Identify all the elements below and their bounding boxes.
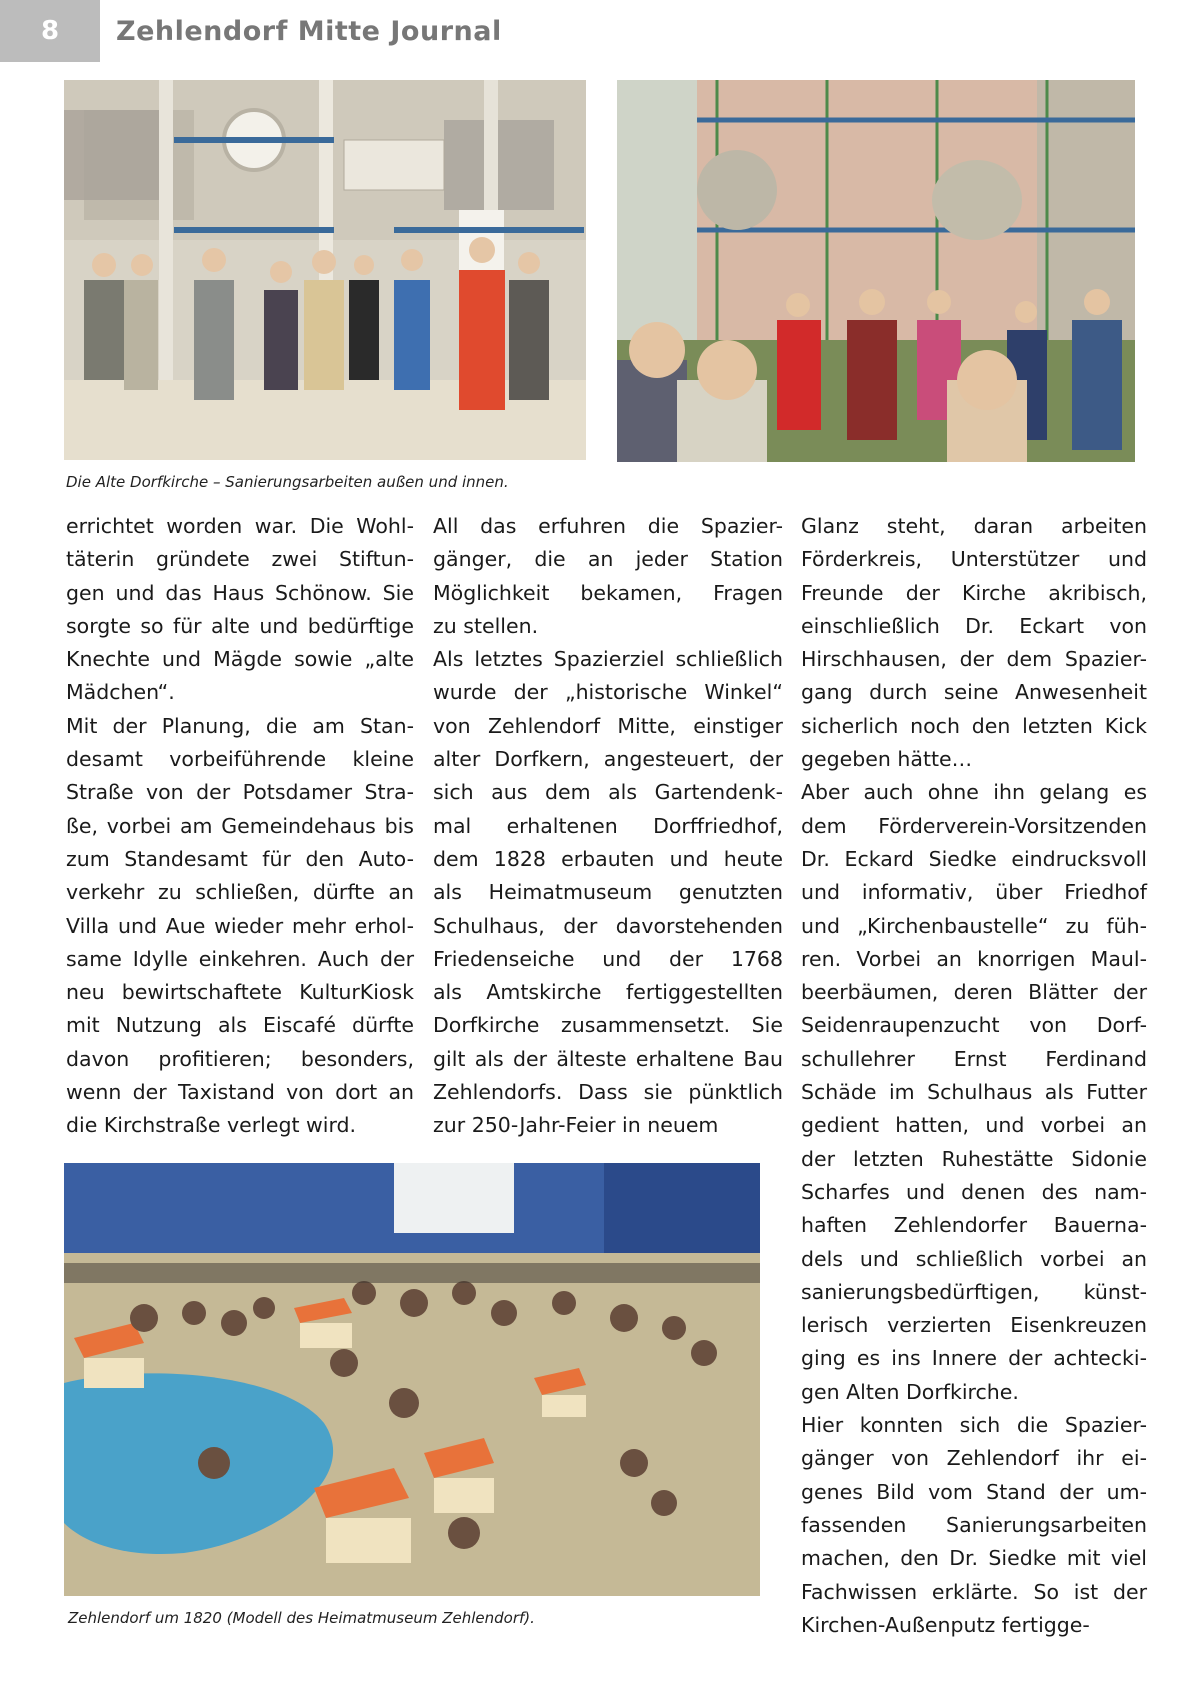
text-line: mal erhaltenen Dorffriedhof, [433,813,783,838]
text-line: gänger von Zehlendorf ihr ei- [801,1446,1147,1471]
text-line: Hier konnten sich die Spazier- [801,1413,1147,1438]
text-line: wenn der Taxistand von dort an [66,1080,414,1105]
text-line: ren. Vorbei an knorrigen Maul- [801,946,1147,971]
text-line: Hirschhausen, der dem Spazier- [801,647,1147,672]
text-line: Mit der Planung, die am Stan- [66,713,414,738]
text-line: All das erfuhren die Spazier- [433,514,783,538]
text-line: beerbäumen, deren Blätter der [801,980,1147,1005]
text-line: gen und das Haus Schönow. Sie [66,580,414,605]
text-line: gänger, die an jeder Station [433,547,783,572]
top-photo-caption: Die Alte Dorfkirche – Sanierungsarbeiten außen und innen. [66,473,509,491]
text-line: Seidenraupenzucht von Dorf- [801,1013,1147,1038]
article-column-1 [66,510,414,1143]
text-line: Glanz steht, daran arbeiten [801,514,1147,538]
column-3-lines [801,510,1147,1642]
text-line: lerisch verzierten Eisenkreuzen [801,1313,1147,1338]
text-line: gedient hatten, und vorbei an [801,1113,1147,1138]
text-line: zu stellen. [433,613,539,638]
text-line: davon profitieren; besonders, [66,1046,414,1071]
text-line: zur 250-Jahr-Feier in neuem [433,1113,719,1138]
village-model-photo [64,1163,760,1596]
text-line: Förderkreis, Unterstützer und [801,547,1147,572]
text-line: Zehlendorfs. Dass sie pünktlich [433,1080,783,1105]
text-line: Fachwissen erklärte. So ist der [801,1579,1147,1604]
text-line: gang durch seine Anwesenheit [801,680,1147,705]
text-line: Aber auch ohne ihn gelang es [801,780,1147,805]
text-line: sich aus dem als Gartendenk- [433,780,783,805]
text-line: haften Zehlendorfer Bauerna- [801,1213,1147,1238]
text-line: fassenden Sanierungsarbeiten [801,1512,1147,1537]
text-line: wurde der „historische Winkel“ [433,680,783,705]
text-line: Schäde im Schulhaus als Futter [801,1080,1147,1105]
text-line: Dr. Eckard Siedke eindrucksvoll [801,846,1147,871]
text-line: alter Dorfkern, angesteuert, der [433,747,783,772]
text-line: verkehr zu schließen, dürfte an [66,880,414,905]
column-2-lines [433,510,783,1143]
text-line: desamt vorbeiführende kleine [66,747,414,772]
text-line: machen, den Dr. Siedke mit viel [801,1546,1147,1571]
text-line: als Amtskirche fertiggestellten [433,980,783,1005]
text-line: täterin gründete zwei Stiftun- [66,547,414,572]
journal-title: Zehlendorf Mitte Journal [116,16,502,47]
text-line: neu bewirtschaftete KulturKiosk [66,980,414,1005]
text-line: same Idylle einkehren. Auch der [66,946,414,971]
text-line: sanierungsbedürftigen, künst- [801,1279,1147,1304]
bottom-photo-caption: Zehlendorf um 1820 (Modell des Heimatmuseum Zehlendorf). [68,1609,535,1627]
column-1-lines [66,510,414,1143]
text-line: genes Bild vom Stand der um- [801,1479,1147,1504]
text-line: die Kirchstraße verlegt wird. [66,1113,357,1138]
article-column-2 [433,510,783,1143]
page-number: 8 [0,0,100,62]
text-line: sicherlich noch den letzten Kick [801,713,1147,738]
text-line: Schulhaus, der davorstehenden [433,913,783,938]
text-line: mit Nutzung als Eiscafé dürfte [66,1013,414,1038]
article-column-3 [801,510,1147,1642]
text-line: gegeben hätte… [801,747,973,772]
text-line: gilt als der älteste erhaltene Bau [433,1046,783,1071]
text-line: ging es ins Innere der achtecki- [801,1346,1147,1371]
text-line: Knechte und Mägde sowie „alte [66,647,414,672]
text-line: ße, vorbei am Gemeindehaus bis [66,813,414,838]
text-line: Freunde der Kirche akribisch, [801,580,1147,605]
text-line: Mädchen“. [66,680,175,705]
text-line: als Heimatmuseum genutzten [433,880,783,905]
text-line: dem 1828 erbauten und heute [433,846,783,871]
text-line: Scharfes und denen des nam- [801,1179,1147,1204]
text-line: dem Förderverein-Vorsitzenden [801,813,1147,838]
text-line: gen Alten Dorfkirche. [801,1379,1019,1404]
text-line: Straße von der Potsdamer Stra- [66,780,414,805]
text-line: von Zehlendorf Mitte, einstiger [433,713,783,738]
church-exterior-photo [617,80,1135,462]
text-line: sorgte so für alte und bedürftige [66,613,414,638]
church-interior-photo [64,80,586,460]
text-line: zum Standesamt für den Auto- [66,846,414,871]
text-line: schullehrer Ernst Ferdinand [801,1046,1147,1071]
text-line: Als letztes Spazierziel schließlich [433,647,783,672]
text-line: einschließlich Dr. Eckart von [801,613,1147,638]
text-line: der letzten Ruhestätte Sidonie [801,1146,1147,1171]
text-line: Villa und Aue wieder mehr erhol- [66,913,414,938]
text-line: Friedenseiche und der 1768 [433,946,783,971]
text-line: und „Kirchenbaustelle“ zu füh- [801,913,1147,938]
text-line: errichtet worden war. Die Wohl- [66,514,414,538]
text-line: und informativ, über Friedhof [801,880,1147,905]
text-line: dels und schließlich vorbei an [801,1246,1147,1271]
text-line: Dorfkirche zusammensetzt. Sie [433,1013,783,1038]
text-line: Möglichkeit bekamen, Fragen [433,580,783,605]
text-line: Kirchen-Außenputz fertigge- [801,1612,1090,1637]
